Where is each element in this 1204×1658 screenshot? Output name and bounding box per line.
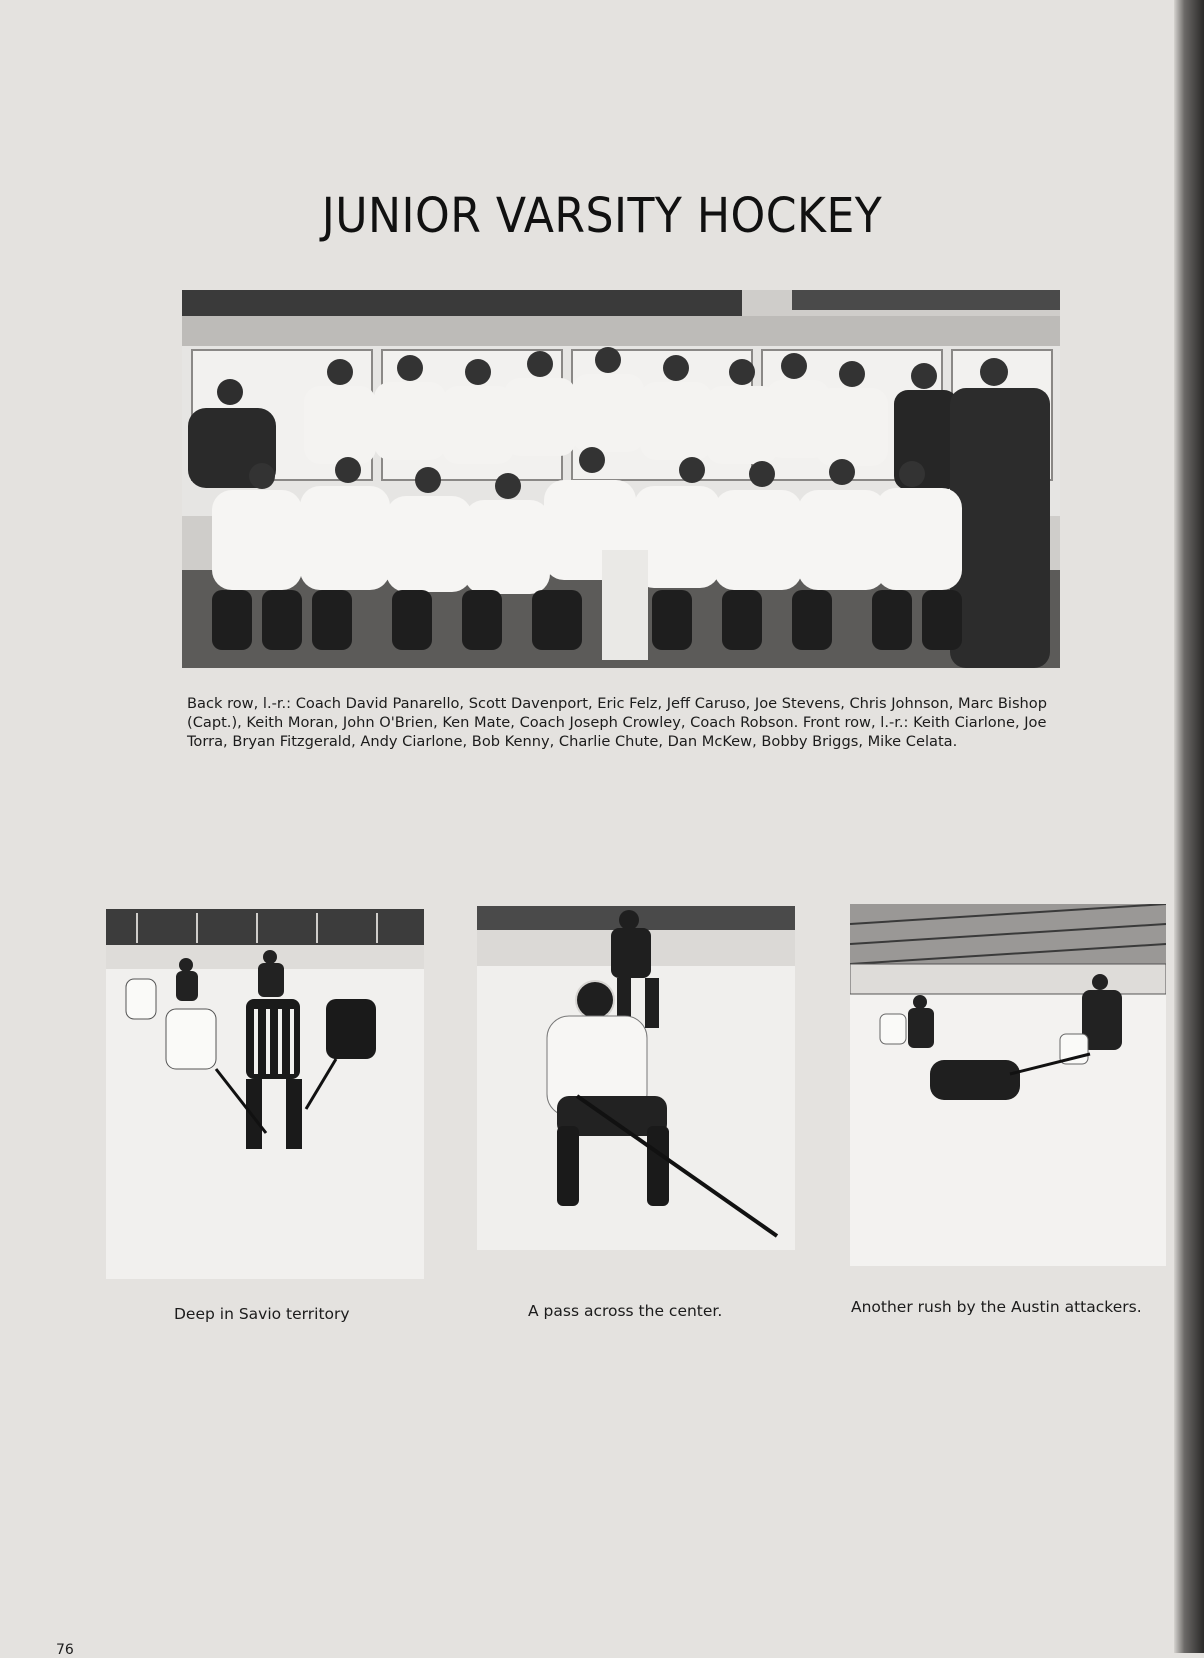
page-binding-edge <box>1174 0 1204 1653</box>
page-title: JUNIOR VARSITY HOCKEY <box>321 188 883 244</box>
action-photo-center-pass <box>477 906 795 1250</box>
team-photo-caption: Back row, l.-r.: Coach David Panarello, Scott Davenport, Eric Felz, Jeff Caruso, Joe Stevens, Chris Johnson, Marc Bishop (Capt.), Keith Moran, John O'Brien, Ken Mate, Coach Joseph Crowley, Coach Robson. Front row, l.-r.: Keith Ciarlone, Joe Torra, Bryan Fitzgerald, Andy Ciarlone, Bob Kenny, Charlie Chute, Dan McKew, Bobby Briggs, Mike Celata. <box>187 695 1047 750</box>
caption-austin-rush: Another rush by the Austin attackers. <box>851 1298 1142 1316</box>
caption-center-pass: A pass across the center. <box>528 1302 723 1320</box>
caption-savio-territory: Deep in Savio territory <box>174 1305 350 1323</box>
action-photo-savio-territory <box>106 909 424 1279</box>
page-number: 76 <box>56 1642 74 1658</box>
team-photo <box>182 290 1060 668</box>
action-photo-austin-rush <box>850 904 1166 1266</box>
